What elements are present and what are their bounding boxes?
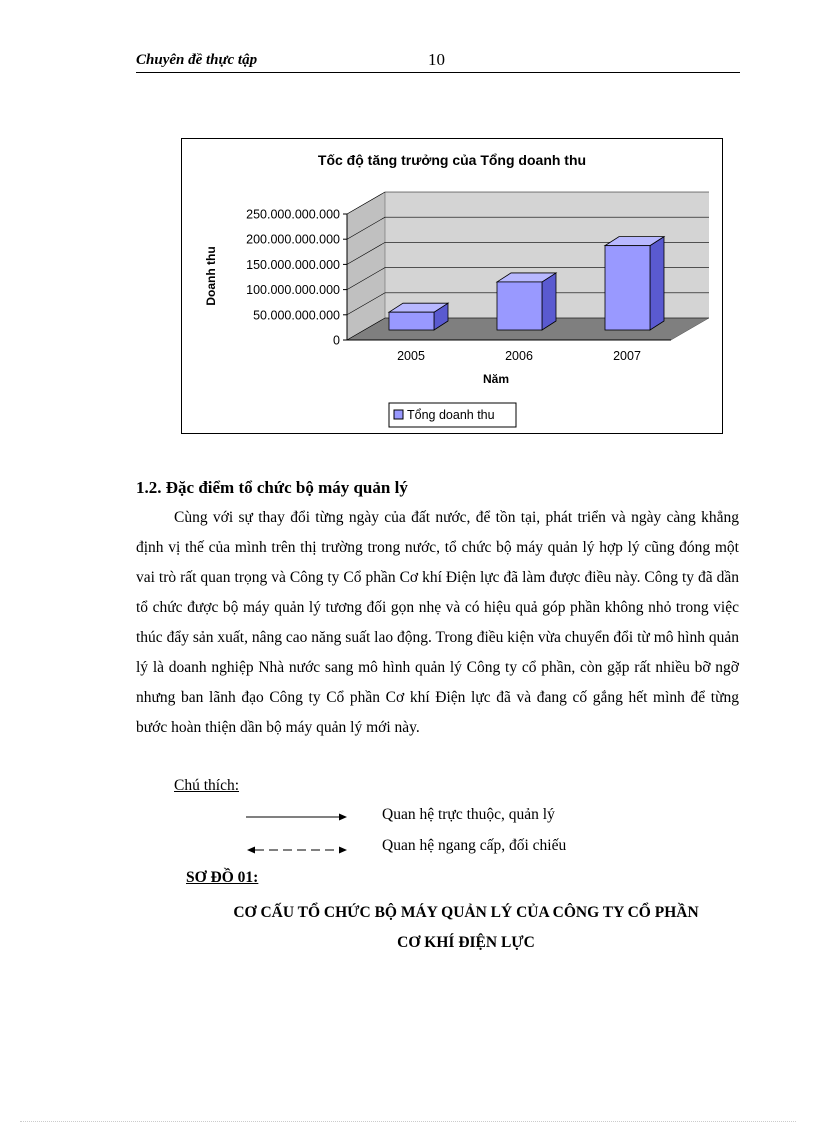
chart-y-tick-label: 200.000.000.000 xyxy=(246,232,340,247)
chart-side-wall xyxy=(347,192,385,340)
revenue-chart xyxy=(181,138,723,434)
header-title: Chuyên đề thực tập xyxy=(136,52,258,68)
chart-y-tick-label: 50.000.000.000 xyxy=(253,308,340,323)
chart-x-ticks xyxy=(347,340,671,363)
chart-x-axis-label: Năm xyxy=(482,372,510,386)
legend-swatch xyxy=(394,410,403,419)
diagram-title-line2: CƠ KHÍ ĐIỆN LỰC xyxy=(397,934,535,951)
dashed-relation-text: Quan hệ ngang cấp, đối chiếu xyxy=(382,837,567,854)
chart-y-ticks xyxy=(246,208,347,348)
chart-title: Tốc độ tăng trưởng của Tổng doanh thu xyxy=(317,152,587,168)
legend-label: Chú thích: xyxy=(174,777,240,794)
solid-relation-text: Quan hệ trực thuộc, quản lý xyxy=(382,806,555,823)
chart-y-tick-label: 150.000.000.000 xyxy=(246,257,340,272)
chart-bar xyxy=(497,273,556,330)
section-heading: 1.2. Đặc điểm tổ chức bộ máy quản lý xyxy=(136,478,408,497)
chart-bar-side xyxy=(542,273,556,330)
chart-bar xyxy=(605,237,664,330)
page-bottom-divider xyxy=(20,1121,796,1122)
legend-entry: Tổng doanh thu xyxy=(407,408,495,422)
section-paragraph: Cùng với sự thay đổi từng ngày của đất nước, để tồn tại, phát triển và ngày càng khẳng định vị thế của mình trên thị trường trong nước, tổ chức bộ máy quản lý hợp lý cũng đóng một vai trò rất quan trọng và Công ty Cổ phần Cơ khí Điện lực đã làm được điều này. Công ty đã dần tổ chức được bộ máy quản lý tương đối gọn nhẹ và có hiệu quả góp phần không nhỏ trong việc thúc đẩy sản xuất, nâng cao năng suất lao động. Trong điều kiện vừa chuyển đổi từ mô hình quản lý là doanh nghiệp Nhà nước sang mô hình quản lý Công ty cổ phần, còn gặp rất nhiều bỡ ngỡ nhưng ban lãnh đạo Công ty Cổ phần Cơ khí Điện lực đã và đang cố gắng hết mình để từng bước hoàn thiện dần bộ máy quản lý mới này. xyxy=(136,509,739,736)
chart-x-tick-label: 2007 xyxy=(613,349,641,363)
page-number: 10 xyxy=(428,50,445,69)
chart-x-tick-label: 2006 xyxy=(505,349,533,363)
diagram-title-line1: CƠ CẤU TỔ CHỨC BỘ MÁY QUẢN LÝ CỦA CÔNG TY CỔ PHẦN xyxy=(233,904,699,921)
page-header xyxy=(136,50,740,73)
chart-y-tick-label: 250.000.000.000 xyxy=(246,207,340,222)
chart-bar-front xyxy=(389,312,434,330)
chart-bar-front xyxy=(605,246,650,330)
chart-bar xyxy=(389,303,448,330)
diagram-title xyxy=(136,898,796,958)
chart-x-tick-label: 2005 xyxy=(397,349,425,363)
solid-arrow-icon xyxy=(246,810,348,824)
chart-legend xyxy=(389,403,516,427)
chart-bar-side xyxy=(650,237,664,330)
dashed-double-arrow-icon xyxy=(246,843,348,857)
chart-y-tick-label: 100.000.000.000 xyxy=(246,283,340,298)
diagram-label: SƠ ĐỒ 01: xyxy=(186,869,259,886)
chart-y-axis-label: Doanh thu xyxy=(204,246,218,306)
chart-y-tick-label: 0 xyxy=(333,333,340,348)
chart-svg xyxy=(182,139,722,433)
chart-bar-front xyxy=(497,282,542,330)
